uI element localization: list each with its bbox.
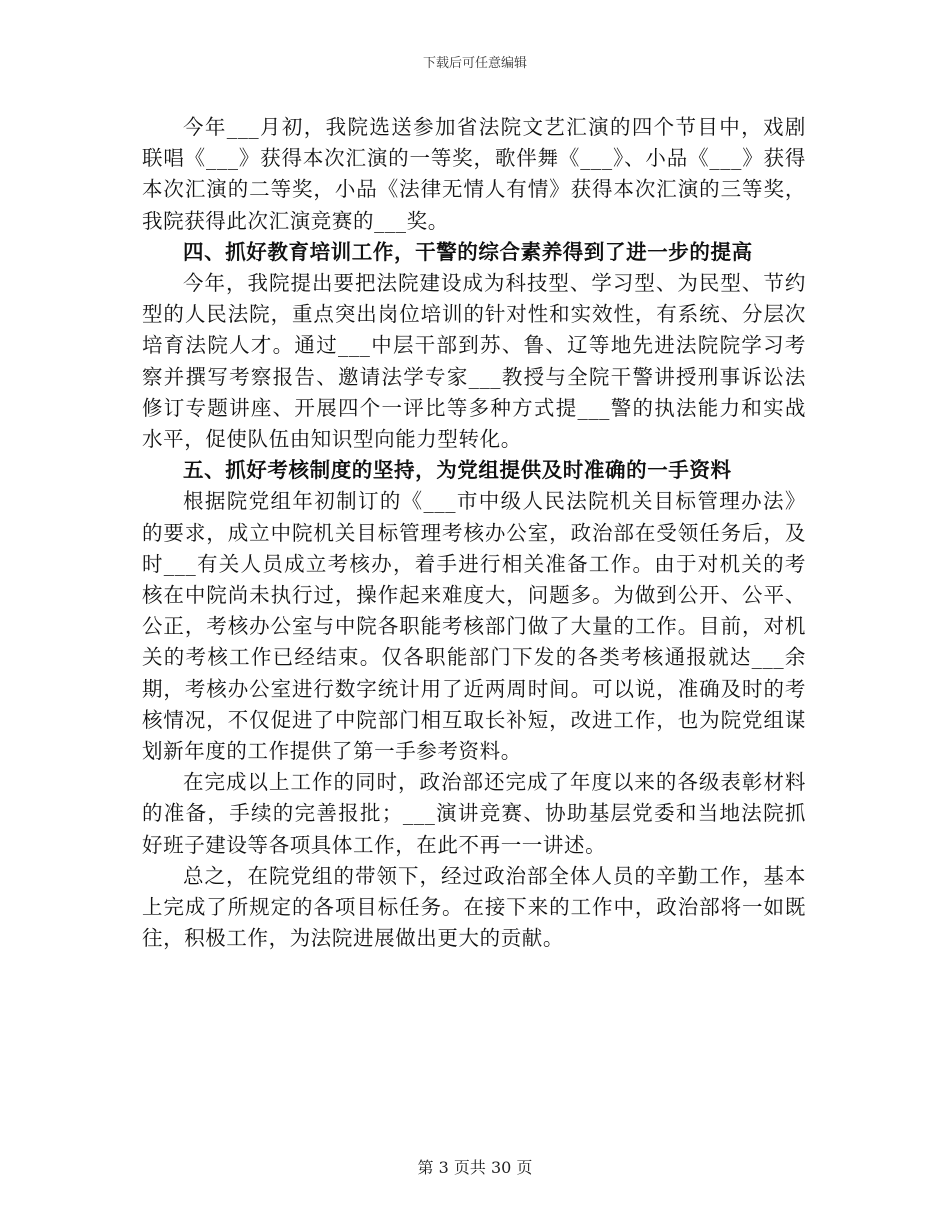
section-heading-training: 四、抓好教育培训工作，干警的综合素养得到了进一步的提高 (183, 239, 753, 264)
section-heading-assessment: 五、抓好考核制度的坚持，为党组提供及时准确的一手资料 (183, 458, 732, 483)
document-body (142, 112, 806, 954)
paragraph-arts-performance: 今年___月初，我院选送参加省法院文艺汇演的四个节目中，戏剧联唱《___》获得本次汇演的一等奖，歌伴舞《___》、小品《___》获得本次汇演的二等奖，小品《法律无情人有情》获得本次汇演的三等奖，我院获得此次汇演竞赛的___奖。 (142, 115, 806, 233)
paragraph-training: 今年，我院提出要把法院建设成为科技型、学习型、为民型、节约型的人民法院，重点突出岗位培训的针对性和实效性，有系统、分层次培育法院人才。通过___中层干部到苏、鲁、辽等地先进法院院学习考察并撰写考察报告、邀请法学专家___教授与全院干警讲授刑事诉讼法修订专题讲座、开展四个一评比等多种方式提___警的执法能力和实战水平，促使队伍由知识型向能力型转化。 (142, 271, 806, 452)
page-header: 下载后可任意编辑 (422, 56, 527, 71)
paragraph-assessment: 根据院党组年初制订的《___市中级人民法院机关目标管理办法》的要求，成立中院机关目标管理考核办公室，政治部在受领任务后，及时___有关人员成立考核办，着手进行相关准备工作。由于对机关的考核在中院尚未执行过，操作起来难度大，问题多。为做到公开、公平、公正，考核办公室与中院各职能考核部门做了大量的工作。目前，对机关的考核工作已经结束。仅各职能部门下发的各类考核通报就达___余期，考核办公室进行数字统计用了近两周时间。可以说，准确及时的考核情况，不仅促进了中院部门相互取长补短，改进工作，也为院党组谋划新年度的工作提供了第一手参考资料。 (142, 489, 806, 764)
page-number: 第 3 页共 30 页 (417, 1158, 533, 1177)
paragraph-other-work: 在完成以上工作的同时，政治部还完成了年度以来的各级表彰材料的准备，手续的完善报批；___演讲竞赛、协助基层党委和当地法院抓好班子建设等各项具体工作，在此不再一一讲述。 (142, 770, 806, 857)
paragraph-conclusion: 总之，在院党组的带领下，经过政治部全体人员的辛勤工作，基本上完成了所规定的各项目标任务。在接下来的工作中，政治部将一如既往，积极工作，为法院进展做出更大的贡献。 (142, 863, 806, 951)
